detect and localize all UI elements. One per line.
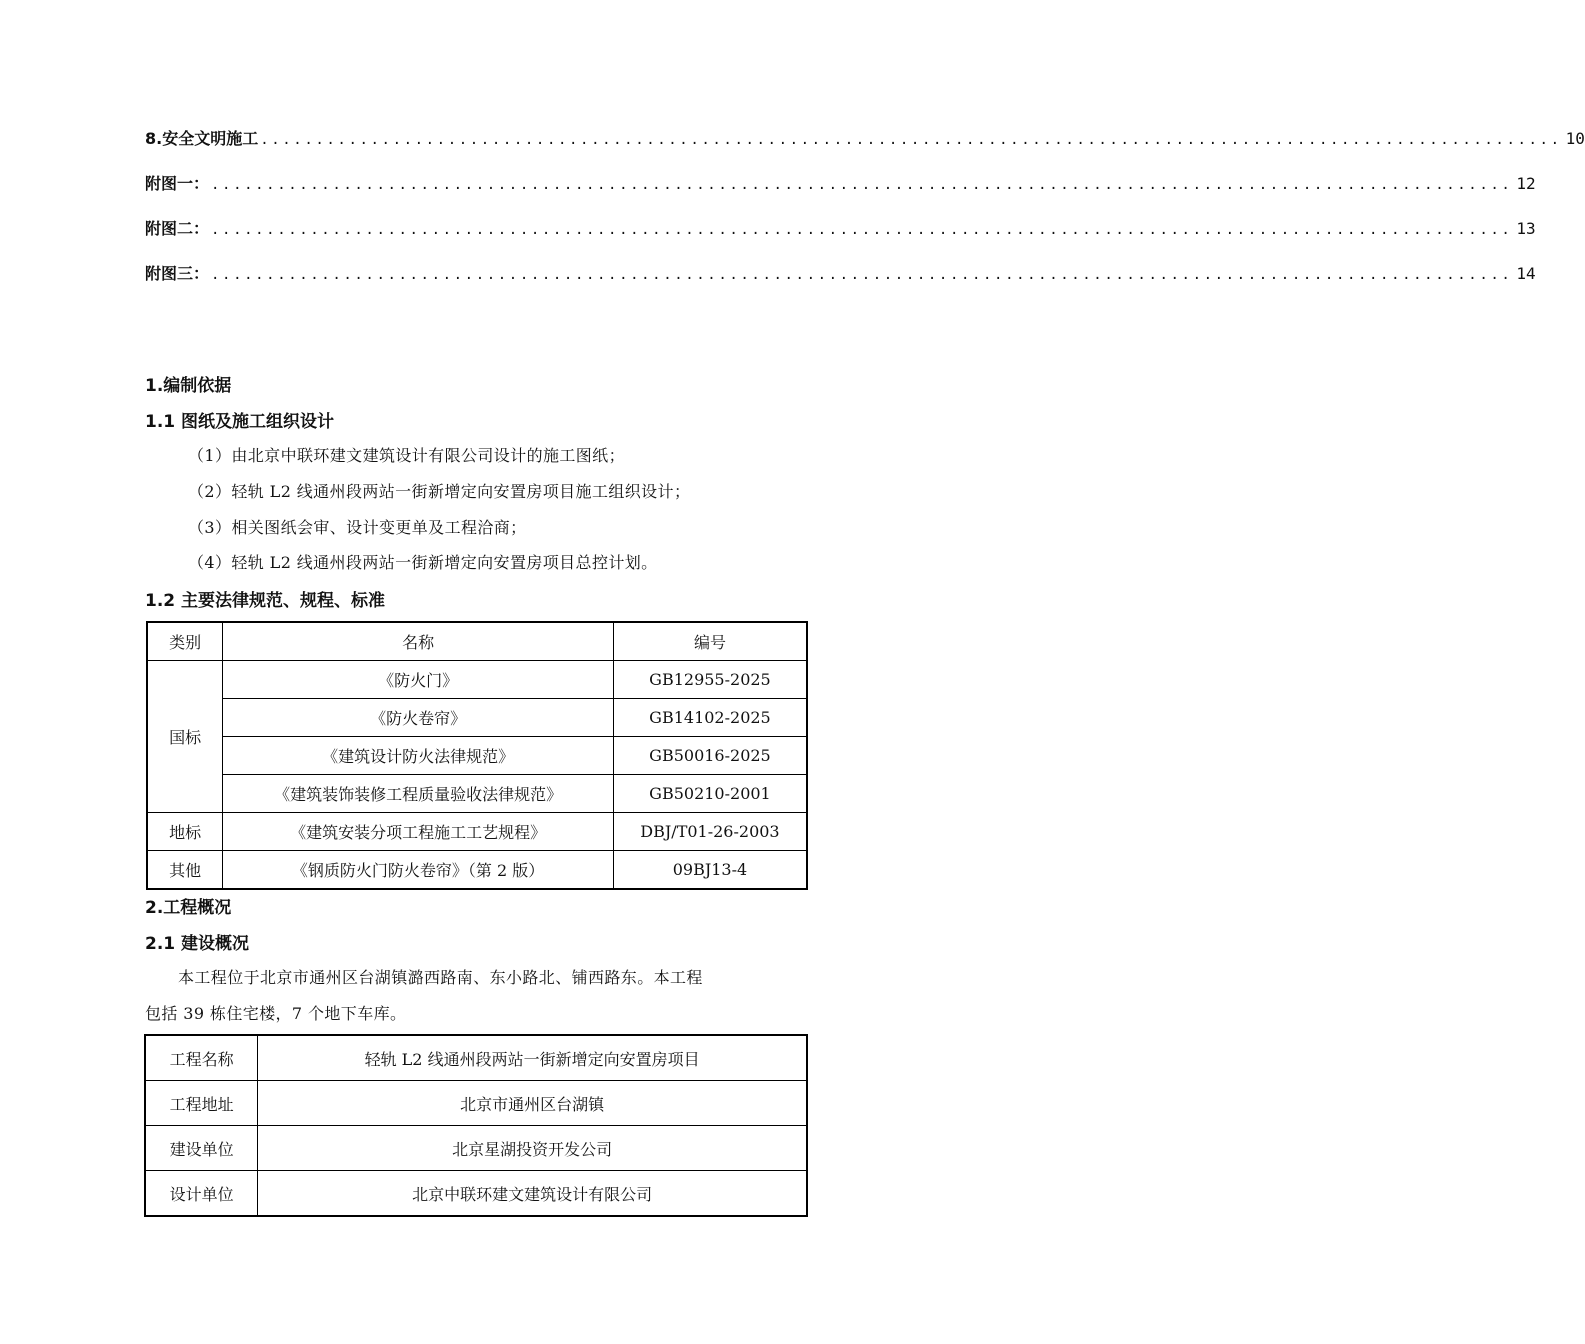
section-heading: 1.编制依据 [145,376,232,396]
table-row [147,699,807,737]
category-cell: 国标 [147,661,223,813]
table-row [147,661,807,699]
table-row [147,775,807,813]
toc-entry-label: 附图二： [145,219,210,238]
standard-code-cell: GB14102-2025 [613,699,807,737]
toc-entry-label: 8.安全文明施工 [145,129,259,148]
basis-item: （4）轻轨 L2 线通州段两站一街新增定向安置房项目总控计划。 [188,553,658,572]
toc-entry[interactable] [145,171,1536,197]
toc-entry[interactable] [145,126,1585,152]
column-header: 编号 [613,622,807,661]
table-row [147,737,807,775]
table-row [145,1035,807,1081]
table-row [145,1126,807,1171]
basis-item: （1）由北京中联环建文建筑设计有限公司设计的施工图纸； [188,446,625,465]
toc-leader-dots: ...................................................................................................................... [211,177,1513,193]
info-value-cell: 北京星湖投资开发公司 [258,1126,807,1171]
project-info-table [144,1034,808,1217]
table-header-row [147,622,807,661]
standard-name-cell: 《钢质防火门防火卷帘》（第 2 版） [223,851,614,890]
info-value-cell: 轻轨 L2 线通州段两站一街新增定向安置房项目 [258,1035,807,1081]
section-heading: 2.工程概况 [145,898,232,918]
standard-code-cell: DBJ/T01-26-2003 [613,813,807,851]
toc-entry[interactable] [145,216,1536,242]
info-label-cell: 工程名称 [145,1035,258,1081]
basis-item: （3）相关图纸会审、设计变更单及工程洽商； [188,518,527,537]
standard-name-cell: 《建筑安装分项工程施工工艺规程》 [223,813,614,851]
subsection-heading: 1.1 图纸及施工组织设计 [145,412,335,432]
toc-entry-page: 10 [1565,129,1585,148]
standards-table [146,621,808,890]
standard-code-cell: GB12955-2025 [613,661,807,699]
standard-code-cell: GB50016-2025 [613,737,807,775]
category-cell: 其他 [147,851,223,890]
toc-entry-page: 14 [1516,264,1536,283]
toc-entry-label: 附图三： [145,264,210,283]
standard-name-cell: 《防火门》 [223,661,614,699]
overview-paragraph-line: 本工程位于北京市通州区台湖镇潞西路南、东小路北、铺西路东。本工程 [178,968,703,987]
info-label-cell: 建设单位 [145,1126,258,1171]
toc-leader-dots: ...................................................................................................................... [260,132,1562,148]
standard-code-cell: 09BJ13-4 [613,851,807,890]
table-row [145,1171,807,1217]
subsection-heading: 1.2 主要法律规范、规程、标准 [145,591,386,611]
toc-entry-label: 附图一： [145,174,210,193]
overview-paragraph-line: 包括 39 栋住宅楼，7 个地下车库。 [145,1004,407,1023]
table-row [147,851,807,890]
standard-code-cell: GB50210-2001 [613,775,807,813]
info-value-cell: 北京中联环建文建筑设计有限公司 [258,1171,807,1217]
info-label-cell: 工程地址 [145,1081,258,1126]
subsection-heading: 2.1 建设概况 [145,934,250,954]
toc-entry[interactable] [145,261,1536,287]
category-cell: 地标 [147,813,223,851]
info-value-cell: 北京市通州区台湖镇 [258,1081,807,1126]
basis-item: （2）轻轨 L2 线通州段两站一街新增定向安置房项目施工组织设计； [188,482,691,501]
toc-entry-page: 13 [1516,219,1536,238]
info-label-cell: 设计单位 [145,1171,258,1217]
standard-name-cell: 《防火卷帘》 [223,699,614,737]
table-row [145,1081,807,1126]
column-header: 类别 [147,622,223,661]
toc-leader-dots: ...................................................................................................................... [211,267,1513,283]
standard-name-cell: 《建筑装饰装修工程质量验收法律规范》 [223,775,614,813]
table-row [147,813,807,851]
toc-entry-page: 12 [1516,174,1536,193]
column-header: 名称 [223,622,614,661]
standard-name-cell: 《建筑设计防火法律规范》 [223,737,614,775]
toc-leader-dots: ...................................................................................................................... [211,222,1513,238]
